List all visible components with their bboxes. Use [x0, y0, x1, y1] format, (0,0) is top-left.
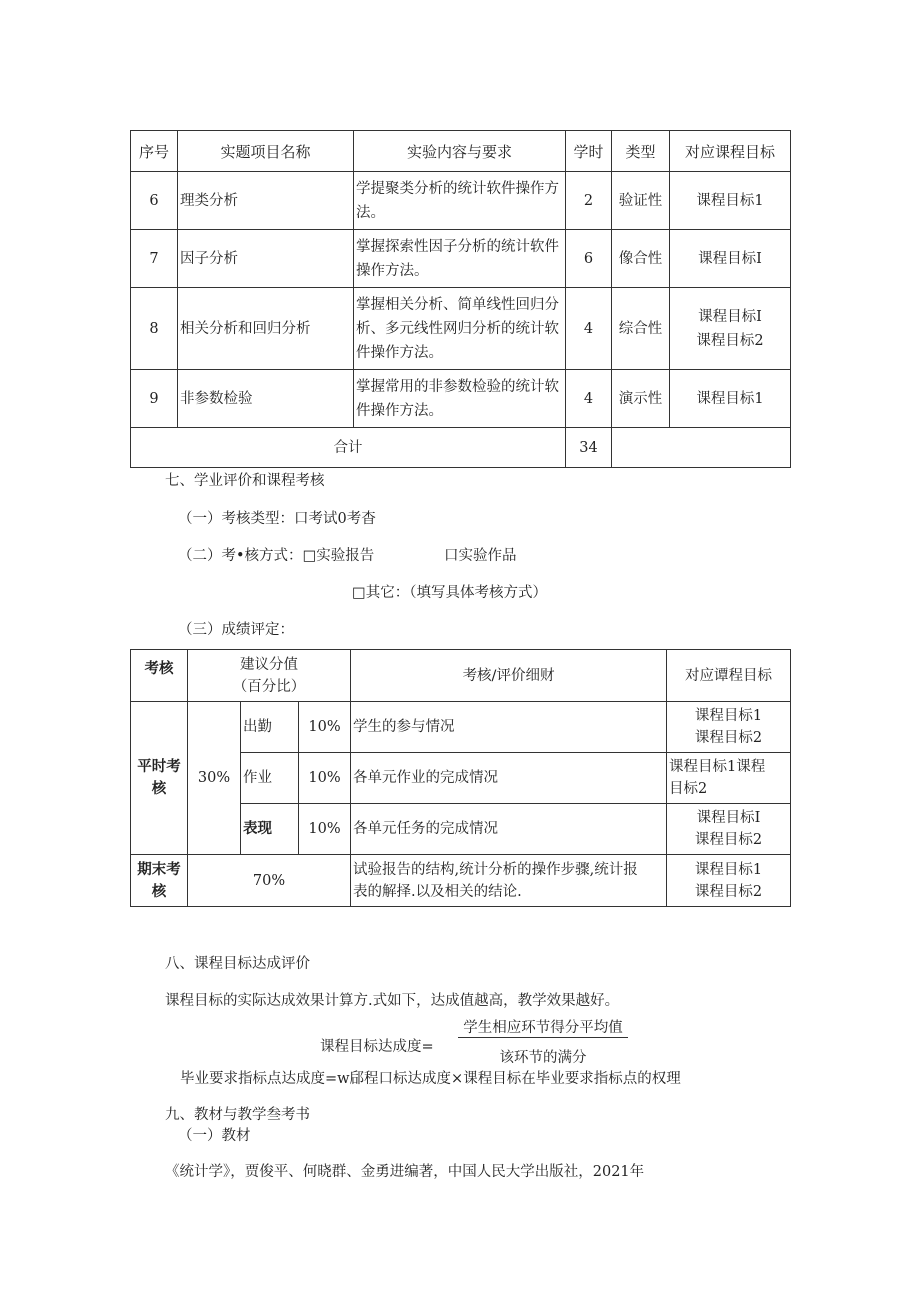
total-label: 合计 — [131, 428, 566, 468]
row-goal-1: 课程目标I — [698, 250, 762, 267]
header-name: 实题项目名称 — [178, 131, 354, 172]
final-label-line2: 核 — [151, 883, 167, 900]
grading-header-row — [131, 650, 791, 702]
row-type: 像合性 — [612, 230, 670, 288]
header-score-line1: 建议分值 — [240, 656, 298, 673]
exam-type: （一）考核类型：口考试0考杳 — [178, 511, 376, 527]
row-goal — [670, 370, 791, 428]
row-goal-1: 课程目标I — [698, 308, 762, 325]
header-hours: 学时 — [566, 131, 612, 172]
grading-table — [130, 649, 791, 907]
option-lab-work: 口实验作品 — [444, 548, 517, 564]
table-row — [131, 230, 791, 288]
final-label-line1: 期末考 — [137, 861, 181, 878]
row-name: 非参数检验 — [178, 370, 354, 428]
option-other: □其它：（填写具体考核方式） — [352, 585, 547, 601]
item-goal-1: 课程目标I — [696, 810, 761, 826]
item-detail: 各单元任务的完成情况 — [351, 804, 667, 855]
table-row — [131, 172, 791, 230]
final-detail-line2: 表的解择.以及相关的结论. — [353, 883, 522, 900]
item-pct: 10% — [299, 702, 351, 753]
row-goal — [670, 230, 791, 288]
final-row — [131, 855, 791, 907]
grading-title: （三）成绩评定： — [178, 622, 294, 638]
formula-denominator: 该环节的满分 — [499, 1050, 587, 1066]
section8-desc: 课程目标的实际达成效果计算方.式如下，达成值越高，教学效果越好。 — [165, 993, 620, 1009]
final-detail — [351, 855, 667, 907]
regular-label — [131, 702, 188, 855]
item-goal — [667, 804, 791, 855]
item-name: 出勤 — [241, 702, 299, 753]
table-row — [131, 702, 791, 753]
header-assess: 考核 — [131, 650, 188, 702]
textbook-subtitle: （一）教材 — [178, 1128, 251, 1144]
final-goal-2: 课程目标2 — [694, 883, 763, 900]
item-pct: 10% — [299, 753, 351, 804]
item-name: 作业 — [241, 753, 299, 804]
table-row — [131, 288, 791, 370]
row-no: 7 — [131, 230, 178, 288]
row-goal-1: 课程目标1 — [696, 390, 764, 407]
total-empty — [612, 428, 791, 468]
header-goal: 对应谭程目标 — [667, 650, 791, 702]
row-name: 因子分析 — [178, 230, 354, 288]
item-goal-2: 课程目标2 — [694, 730, 763, 746]
final-goal — [667, 855, 791, 907]
header-score — [188, 650, 351, 702]
header-no: 序号 — [131, 131, 178, 172]
regular-label-line1: 平时考 — [137, 759, 181, 775]
row-content: 掌握常用的非参数检验的统计软件操作方法。 — [354, 370, 566, 428]
row-goal-2: 课程目标2 — [696, 332, 764, 349]
header-detail: 考核/评价细财 — [351, 650, 667, 702]
row-content: 掌握相关分析、简单线性回归分析、多元线性网归分析的统计软件操作方法。 — [354, 288, 566, 370]
option-lab-report: □实验报告 — [302, 548, 375, 564]
item-goal — [667, 702, 791, 753]
total-row — [131, 428, 791, 468]
table-header-row — [131, 131, 791, 172]
item-goal-2: 目标2 — [669, 781, 708, 797]
formula-graduation: 毕业要求指标点达成度=w郈程口标达成度×课程目标在毕业要求指标点的权理 — [180, 1071, 681, 1087]
item-detail: 学生的参与情况 — [351, 702, 667, 753]
item-pct: 10% — [299, 804, 351, 855]
row-type: 演示性 — [612, 370, 670, 428]
regular-label-line2: 核 — [151, 781, 167, 797]
table-row — [131, 370, 791, 428]
row-type: 验证性 — [612, 172, 670, 230]
formula-label: 课程目标达成度= — [320, 1039, 434, 1055]
row-goal — [670, 172, 791, 230]
row-goal-1: 课程目标1 — [696, 192, 764, 209]
row-hours: 6 — [566, 230, 612, 288]
item-goal — [667, 753, 791, 804]
section9-title: 九、教材与教学叁考书 — [165, 1107, 310, 1123]
row-no: 8 — [131, 288, 178, 370]
section7-title: 七、学业评价和课程考核 — [165, 473, 325, 489]
item-goal-1: 课程目标1 — [694, 708, 763, 724]
exam-method-prefix: （二）考•核方式： — [178, 548, 303, 564]
item-goal-2: 课程目标2 — [694, 832, 763, 848]
row-hours: 4 — [566, 370, 612, 428]
row-no: 9 — [131, 370, 178, 428]
header-score-line2: （百分比） — [232, 678, 306, 695]
row-name: 相关分析和回归分析 — [178, 288, 354, 370]
total-hours: 34 — [566, 428, 612, 468]
final-goal-1: 课程目标1 — [694, 861, 763, 878]
item-goal-1: 课程目标1课程 — [669, 759, 766, 775]
exam-method — [178, 546, 374, 566]
row-no: 6 — [131, 172, 178, 230]
row-name: 理类分析 — [178, 172, 354, 230]
header-content: 实验内容与要求 — [354, 131, 566, 172]
item-name: 表现 — [241, 804, 299, 855]
fraction-line — [458, 1037, 628, 1038]
row-hours: 4 — [566, 288, 612, 370]
textbook-entry: 《统计学》，贾俊平、何晓群、金勇进编著，中国人民大学出版社，2021年 — [165, 1164, 645, 1180]
item-detail: 各单元作业的完成情况 — [351, 753, 667, 804]
final-detail-line1: 试验报告的结构,统计分析的操作步骤,统计报 — [353, 861, 638, 878]
final-label — [131, 855, 188, 907]
experiment-table — [130, 130, 791, 468]
header-type: 类型 — [612, 131, 670, 172]
final-pct: 70% — [188, 855, 351, 907]
header-goal: 对应课程目标 — [670, 131, 791, 172]
row-hours: 2 — [566, 172, 612, 230]
regular-pct: 30% — [188, 702, 241, 855]
row-content: 学提聚类分析的统计软件操作方法。 — [354, 172, 566, 230]
row-goal — [670, 288, 791, 370]
section8-title: 八、课程目标达成评价 — [165, 956, 310, 972]
row-content: 掌握探索性因子分析的统计软件操作方法。 — [354, 230, 566, 288]
formula-numerator: 学生相应环节得分平均值 — [463, 1020, 623, 1036]
row-type: 综合性 — [612, 288, 670, 370]
